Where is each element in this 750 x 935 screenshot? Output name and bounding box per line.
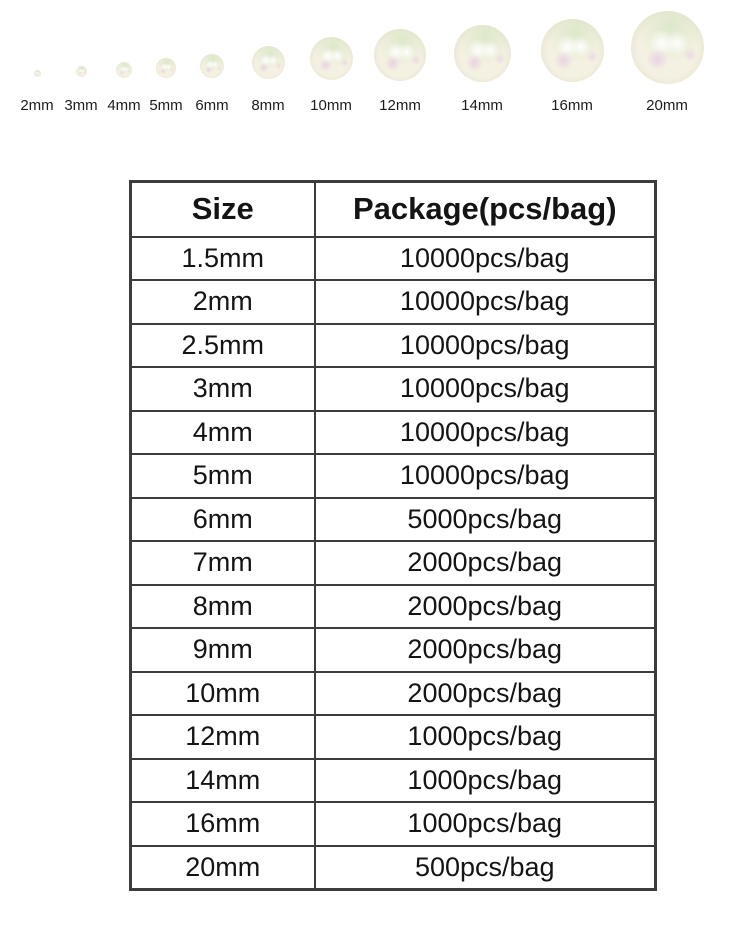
package-cell: 5000pcs/bag — [315, 498, 656, 542]
package-cell: 2000pcs/bag — [315, 585, 656, 629]
size-column-header: Size — [131, 182, 315, 237]
size-cell: 9mm — [131, 628, 315, 672]
size-cell: 8mm — [131, 585, 315, 629]
size-package-table — [129, 180, 657, 891]
table-row — [131, 715, 656, 759]
package-cell: 2000pcs/bag — [315, 628, 656, 672]
pearl-image — [374, 29, 426, 81]
size-cell: 4mm — [131, 411, 315, 455]
pearl-size-label: 4mm — [107, 97, 141, 114]
pearl-image — [631, 11, 704, 84]
size-cell: 3mm — [131, 367, 315, 411]
pearl-item — [437, 0, 527, 115]
package-cell: 10000pcs/bag — [315, 367, 656, 411]
size-cell: 2.5mm — [131, 324, 315, 368]
package-cell: 10000pcs/bag — [315, 237, 656, 281]
size-cell: 6mm — [131, 498, 315, 542]
table-row — [131, 411, 656, 455]
pearl-size-label: 6mm — [195, 97, 229, 114]
table-header-row — [131, 182, 656, 237]
table-row — [131, 324, 656, 368]
pearl-image — [310, 37, 353, 80]
package-cell: 2000pcs/bag — [315, 541, 656, 585]
package-cell: 500pcs/bag — [315, 846, 656, 890]
pearl-size-label: 16mm — [551, 97, 593, 114]
pearl-image — [454, 25, 511, 82]
table-row — [131, 585, 656, 629]
pearl-image — [252, 46, 285, 79]
pearl-size-label: 3mm — [64, 97, 98, 114]
table-row — [131, 237, 656, 281]
size-cell: 12mm — [131, 715, 315, 759]
table-row — [131, 846, 656, 890]
pearl-image — [541, 19, 604, 82]
size-cell: 1.5mm — [131, 237, 315, 281]
pearl-size-label: 10mm — [310, 97, 352, 114]
size-cell: 20mm — [131, 846, 315, 890]
pearl-item — [622, 0, 712, 115]
size-cell: 2mm — [131, 280, 315, 324]
package-cell: 2000pcs/bag — [315, 672, 656, 716]
size-cell: 16mm — [131, 802, 315, 846]
pearl-item — [355, 0, 445, 115]
pearl-size-label: 12mm — [379, 97, 421, 114]
table-row — [131, 672, 656, 716]
table-row — [131, 759, 656, 803]
package-cell: 10000pcs/bag — [315, 280, 656, 324]
pearl-size-strip — [0, 0, 750, 135]
table-row — [131, 498, 656, 542]
size-cell: 14mm — [131, 759, 315, 803]
pearl-size-label: 20mm — [646, 97, 688, 114]
table-row — [131, 628, 656, 672]
size-cell: 7mm — [131, 541, 315, 585]
pearl-size-label: 14mm — [461, 97, 503, 114]
size-cell: 5mm — [131, 454, 315, 498]
package-cell: 1000pcs/bag — [315, 715, 656, 759]
package-column-header: Package(pcs/bag) — [315, 182, 656, 237]
pearl-size-label: 2mm — [20, 97, 54, 114]
package-cell: 10000pcs/bag — [315, 324, 656, 368]
table-row — [131, 802, 656, 846]
pearl-item — [527, 0, 617, 115]
table-row — [131, 367, 656, 411]
table-row — [131, 454, 656, 498]
table-row — [131, 280, 656, 324]
package-cell: 10000pcs/bag — [315, 454, 656, 498]
pearl-size-label: 5mm — [149, 97, 183, 114]
pearl-image — [200, 54, 224, 78]
package-cell: 1000pcs/bag — [315, 802, 656, 846]
package-cell: 1000pcs/bag — [315, 759, 656, 803]
size-cell: 10mm — [131, 672, 315, 716]
package-cell: 10000pcs/bag — [315, 411, 656, 455]
table-row — [131, 541, 656, 585]
pearl-size-label: 8mm — [251, 97, 285, 114]
